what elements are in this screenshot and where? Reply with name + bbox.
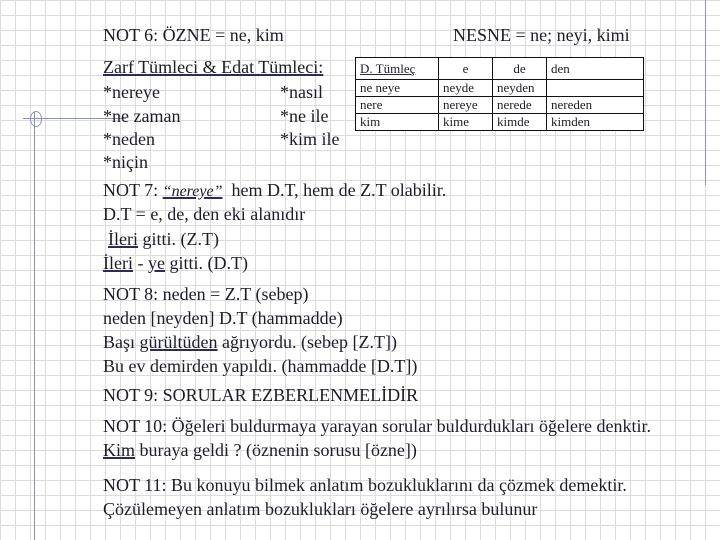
table-cell: nereye bbox=[439, 97, 493, 114]
table-cell: nerede bbox=[493, 97, 547, 114]
table-header-cell: den bbox=[547, 58, 644, 80]
table-cell: kimde bbox=[493, 114, 547, 131]
zarf-item: *neden bbox=[103, 129, 155, 149]
decor-circle bbox=[30, 111, 42, 127]
zarf-item: *ne ile bbox=[280, 106, 329, 126]
zarf-item: *kim ile bbox=[280, 129, 340, 149]
not7-line1: NOT 7: “nereye” hem D.T, hem de Z.T olabilir. bbox=[103, 180, 447, 200]
table-cell: nere bbox=[356, 97, 439, 114]
table-row bbox=[356, 80, 644, 97]
table-cell: kim bbox=[356, 114, 439, 131]
not10-line1: NOT 10: Öğeleri buldurmaya yarayan sorular buldurdukları öğelere denktir. bbox=[103, 416, 651, 436]
table-cell: nereden bbox=[547, 97, 644, 114]
table-cell: neyde bbox=[439, 80, 493, 97]
zarf-item: *ne zaman bbox=[103, 106, 181, 126]
not7-line2: D.T = e, de, den eki alanıdır bbox=[103, 204, 306, 224]
table-cell: kime bbox=[439, 114, 493, 131]
tumlec-table bbox=[355, 57, 644, 131]
not9: NOT 9: SORULAR EZBERLENMELİDİR bbox=[103, 385, 419, 405]
not10-example: Kim buraya geldi ? (öznenin sorusu [özne]) bbox=[103, 440, 417, 460]
zarf-item: *nereye bbox=[103, 82, 160, 102]
decor-vertical-line-right bbox=[705, 0, 706, 185]
table-header-row bbox=[356, 58, 644, 80]
not8-line2: neden [neyden] D.T (hammadde) bbox=[103, 308, 343, 328]
zarf-item: *nasıl bbox=[280, 82, 323, 102]
table-header-cell: e bbox=[439, 58, 493, 80]
table-header-cell: de bbox=[493, 58, 547, 80]
not8-line1: NOT 8: neden = Z.T (sebep) bbox=[103, 284, 309, 304]
table-header-cell: D. Tümleç bbox=[360, 60, 416, 76]
table-cell bbox=[547, 80, 644, 97]
zarf-item: *niçin bbox=[103, 152, 148, 172]
table-cell: ne neye bbox=[356, 80, 439, 97]
not8-example2: Bu ev demirden yapıldı. (hammadde [D.T]) bbox=[103, 356, 418, 376]
not6-right: NESNE = ne; neyi, kimi bbox=[453, 25, 630, 45]
decor-vertical-line-left bbox=[34, 112, 35, 540]
not7-example1: İleri gitti. (Z.T) bbox=[108, 229, 219, 249]
table-cell: kimden bbox=[547, 114, 644, 131]
table-row bbox=[356, 97, 644, 114]
table-row bbox=[356, 114, 644, 131]
not11-line1: NOT 11: Bu konuyu bilmek anlatım bozukluklarını da çözmek demektir. bbox=[103, 475, 627, 495]
not8-example1: Başı gürültüden ağrıyordu. (sebep [Z.T]) bbox=[103, 332, 397, 352]
not11-line2: Çözülemeyen anlatım bozuklukları öğelere ayrılırsa bulunur bbox=[103, 499, 538, 519]
not7-example2: İleri - ye gitti. (D.T) bbox=[103, 253, 248, 273]
table-cell: neyden bbox=[493, 80, 547, 97]
zarf-heading: Zarf Tümleci & Edat Tümleci: bbox=[103, 57, 324, 77]
not6-left: NOT 6: ÖZNE = ne, kim bbox=[103, 25, 284, 45]
